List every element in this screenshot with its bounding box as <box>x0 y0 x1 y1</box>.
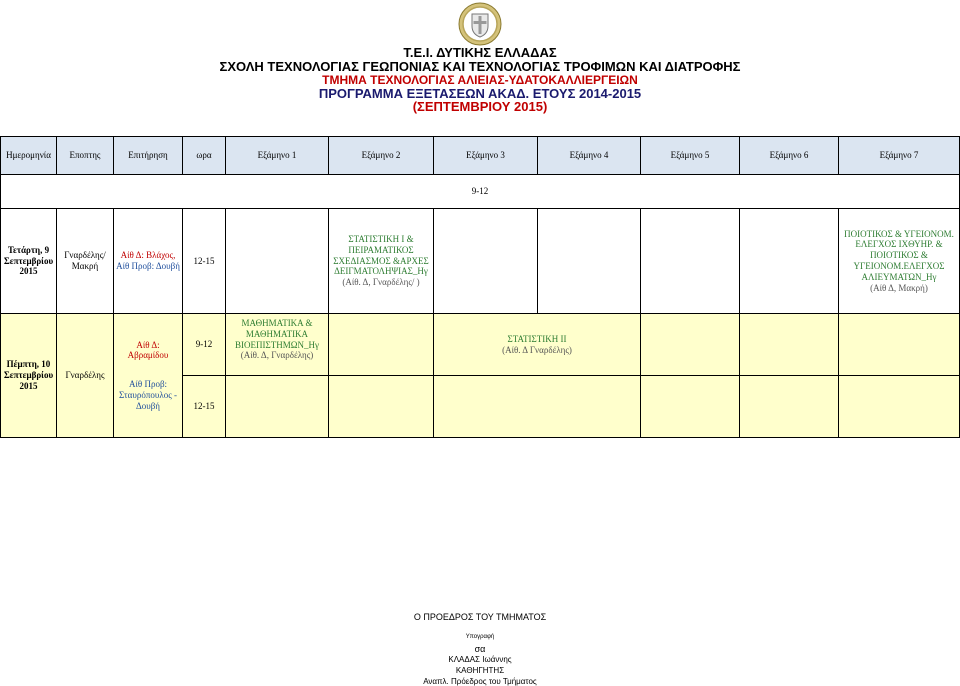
semester-2-cell <box>329 376 434 438</box>
semester-5-cell <box>641 376 740 438</box>
signature: σα <box>474 644 486 654</box>
exam-date: Πέμπτη, 10 Σεπτεμβρίου 2015 <box>1 314 57 438</box>
chair-rank: ΚΑΘΗΓΗΤΗΣ <box>455 666 505 675</box>
column-header: Εποπτης <box>57 137 114 175</box>
invigilator-room-prov: Αίθ Προβ: Σταυρόπουλος - Δουβή <box>118 379 178 411</box>
column-header: Εξάμηνο 6 <box>740 137 839 175</box>
column-header: Εξάμηνο 1 <box>226 137 329 175</box>
chair-role: Αναπλ. Πρόεδρος του Τμήματος <box>423 677 537 686</box>
table-row <box>1 314 960 376</box>
invigilators <box>114 209 183 314</box>
period-title: (ΣΕΠΤΕΜΒΡΙΟΥ 2015) <box>412 99 548 114</box>
exam-date: Τετάρτη, 9 Σεπτεμβρίου 2015 <box>1 209 57 314</box>
school-title: ΣΧΟΛΗ ΤΕΧΝΟΛΟΓΙΑΣ ΓΕΩΠΟΝΙΑΣ ΚΑΙ ΤΕΧΝΟΛΟΓΙΑΣ ΤΡΟΦΙΜΩΝ ΚΑΙ ΔΙΑΤΡΟΦΗΣ <box>219 59 741 74</box>
semester-3-cell <box>434 209 538 314</box>
column-header: Επιτήρηση <box>114 137 183 175</box>
course-room: (Αίθ Δ, Μακρή) <box>870 282 928 293</box>
course-room: (Αίθ. Δ, Γναρδέλης/ ) <box>342 277 420 288</box>
table-row <box>1 175 960 209</box>
exam-time: 12-15 <box>183 376 226 438</box>
column-header: Εξάμηνο 5 <box>641 137 740 175</box>
course-name: ΠΟΙΟΤΙΚΟΣ & ΥΓΕΙΟΝΟΜ. ΕΛΕΓΧΟΣ ΙΧΘΥΗΡ. & ΠΟΙΟΤΙΚΟΣ & ΥΓΕΙΟΝΟΜ.ΕΛΕΓΧΟΣ ΑΛΙΕΥΜΑΤΩΝ_Ηγ <box>844 228 954 282</box>
course-name: ΜΑΘΗΜΑΤΙΚΑ & ΜΑΘΗΜΑΤΙΚΑ ΒΙΟΕΠΙΣΤΗΜΩΝ_Ηγ <box>235 318 319 350</box>
semester-7-cell <box>839 314 960 376</box>
table-row <box>1 209 960 314</box>
institution-title: Τ.Ε.Ι. ΔΥΤΙΚΗΣ ΕΛΛΑΔΑΣ <box>403 45 557 60</box>
semester-6-cell <box>740 314 839 376</box>
chair-title: Ο ΠΡΟΕΔΡΟΣ ΤΟΥ ΤΜΗΜΑΤΟΣ <box>413 612 547 622</box>
supervisor: Γναρδέλης <box>57 314 114 438</box>
semester-1-cell <box>226 209 329 314</box>
semester-4-cell <box>538 209 641 314</box>
exam-time: 9-12 <box>183 314 226 376</box>
signature-label: Υπογραφή <box>465 634 495 640</box>
semester-2-cell <box>329 314 434 376</box>
semester-3-cell <box>434 314 641 376</box>
semester-6-cell <box>740 209 839 314</box>
supervisor: Γναρδέλης/Μακρή <box>57 209 114 314</box>
invigilator-room-prov: Αίθ Προβ: Δουβή <box>116 261 180 271</box>
semester-5-cell <box>641 209 740 314</box>
column-header: Εξάμηνο 2 <box>329 137 434 175</box>
exam-schedule-table <box>0 136 960 438</box>
semester-3-cell <box>434 376 641 438</box>
semester-6-cell <box>740 376 839 438</box>
table-header-row <box>1 137 960 175</box>
semester-2-cell <box>329 209 434 314</box>
course-name: ΣΤΑΤΙΣΤΙΚΗ ΙΙ <box>507 334 567 344</box>
invigilators <box>114 314 183 438</box>
semester-5-cell <box>641 314 740 376</box>
invigilator-room-d: Αίθ Δ: Αβραμίδου <box>127 339 169 361</box>
column-header: Εξάμηνο 4 <box>538 137 641 175</box>
course-name: ΣΤΑΤΙΣΤΙΚΗ Ι & ΠΕΙΡΑΜΑΤΙΚΟΣ ΣΧΕΔΙΑΣΜΟΣ &ΑΡΧΕΣ ΔΕΙΓΜΑΤΟΛΗΨΙΑΣ_Ηγ <box>333 234 429 277</box>
semester-1-cell <box>226 376 329 438</box>
column-header: Εξάμηνο 3 <box>434 137 538 175</box>
course-room: (Αίθ. Δ Γναρδέλης) <box>502 344 572 355</box>
course-room: (Αίθ. Δ, Γναρδέλης) <box>240 350 314 361</box>
column-header: ωρα <box>183 137 226 175</box>
column-header: Εξάμηνο 7 <box>839 137 960 175</box>
semester-7-cell <box>839 209 960 314</box>
time-slot-label: 9-12 <box>1 175 960 209</box>
department-title: ΤΜΗΜΑ ΤΕΧΝΟΛΟΓΙΑΣ ΑΛΙΕΙΑΣ-ΥΔΑΤΟΚΑΛΛΙΕΡΓΕΙΩΝ <box>322 73 638 87</box>
exam-time: 12-15 <box>183 209 226 314</box>
program-title: ΠΡΟΓΡΑΜΜΑ ΕΞΕΤΑΣΕΩΝ ΑΚΑΔ. ΕΤΟΥΣ 2014-2015 <box>318 86 642 101</box>
invigilator-room-d: Αίθ Δ: Βλάχος, <box>120 250 176 261</box>
column-header: Ημερομηνία <box>1 137 57 175</box>
chair-name: ΚΛΑΔΑΣ Ιωάννης <box>448 655 512 664</box>
semester-7-cell <box>839 376 960 438</box>
semester-1-cell <box>226 314 329 376</box>
greek-coat-of-arms-icon <box>458 2 502 46</box>
